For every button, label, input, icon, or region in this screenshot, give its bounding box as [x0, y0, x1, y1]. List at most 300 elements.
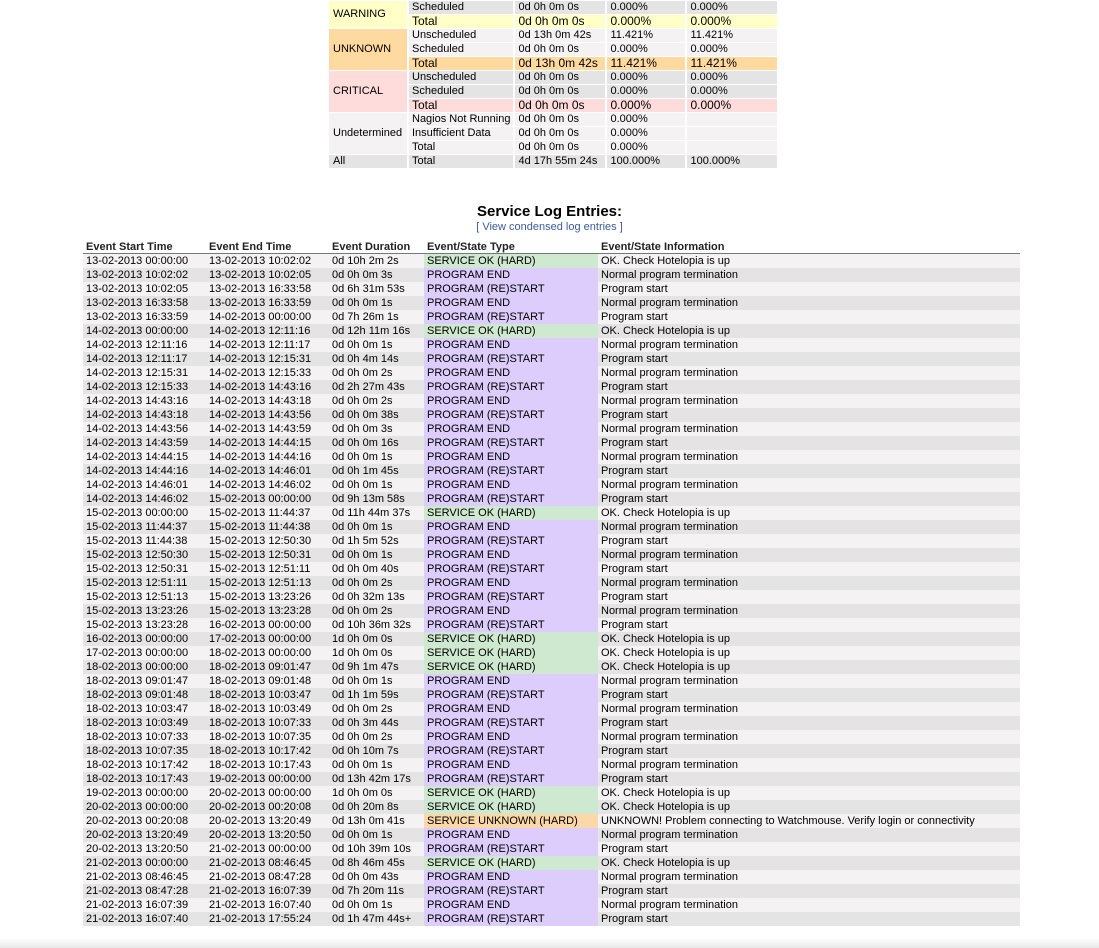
event-duration: 1d 0h 0m 0s — [329, 632, 424, 646]
event-state-type: PROGRAM END — [424, 422, 598, 436]
event-duration: 0d 1h 47m 44s+ — [329, 912, 424, 926]
event-state-type: SERVICE UNKNOWN (HARD) — [424, 814, 598, 828]
column-header-state-type: Event/State Type — [424, 239, 598, 254]
event-start-time: 14-02-2013 12:15:31 — [83, 366, 206, 380]
log-entry-row — [83, 870, 1020, 884]
event-start-time: 20-02-2013 13:20:50 — [83, 842, 206, 856]
event-end-time: 14-02-2013 14:44:15 — [206, 436, 329, 450]
summary-time: 0d 13h 0m 42s — [515, 57, 605, 70]
summary-row-all — [329, 155, 777, 168]
log-entry-row — [83, 842, 1020, 856]
log-entry-row — [83, 478, 1020, 492]
event-duration: 1d 0h 0m 0s — [329, 646, 424, 660]
event-duration: 0d 0h 0m 3s — [329, 422, 424, 436]
log-entry-row — [83, 338, 1020, 352]
event-duration: 0d 0h 0m 2s — [329, 366, 424, 380]
summary-pct-total: 0.000% — [607, 127, 685, 140]
summary-time: 0d 0h 0m 0s — [515, 15, 605, 28]
event-duration: 0d 2h 27m 43s — [329, 380, 424, 394]
event-state-info: Normal program termination — [598, 366, 1020, 380]
event-end-time: 15-02-2013 11:44:37 — [206, 506, 329, 520]
event-state-type: PROGRAM (RE)START — [424, 282, 598, 296]
log-entry-row — [83, 380, 1020, 394]
log-entry-row — [83, 520, 1020, 534]
event-duration: 0d 0h 0m 16s — [329, 436, 424, 450]
event-state-type: PROGRAM END — [424, 520, 598, 534]
event-state-type: PROGRAM (RE)START — [424, 744, 598, 758]
window-bottom-edge — [0, 938, 1099, 948]
log-entry-row — [83, 604, 1020, 618]
column-header-end-time: Event End Time — [206, 239, 329, 254]
log-entry-row — [83, 702, 1020, 716]
summary-pct-known: 100.000% — [687, 155, 777, 168]
event-end-time: 15-02-2013 13:23:28 — [206, 604, 329, 618]
event-state-info: OK. Check Hotelopia is up — [598, 786, 1020, 800]
log-entry-row — [83, 492, 1020, 506]
event-start-time: 18-02-2013 10:07:35 — [83, 744, 206, 758]
event-state-type: PROGRAM (RE)START — [424, 716, 598, 730]
state-label-warning: WARNING — [329, 1, 407, 28]
log-entry-row — [83, 618, 1020, 632]
event-state-type: PROGRAM END — [424, 702, 598, 716]
event-state-type: PROGRAM (RE)START — [424, 464, 598, 478]
event-start-time: 17-02-2013 00:00:00 — [83, 646, 206, 660]
event-end-time: 13-02-2013 16:33:58 — [206, 282, 329, 296]
event-end-time: 13-02-2013 10:02:02 — [206, 254, 329, 269]
log-entry-row — [83, 828, 1020, 842]
summary-type: Scheduled — [409, 85, 513, 98]
state-label-unknown: UNKNOWN — [329, 29, 407, 70]
event-end-time: 13-02-2013 16:33:59 — [206, 296, 329, 310]
event-start-time: 14-02-2013 12:11:17 — [83, 352, 206, 366]
event-state-type: PROGRAM END — [424, 394, 598, 408]
event-state-type: SERVICE OK (HARD) — [424, 786, 598, 800]
event-state-type: SERVICE OK (HARD) — [424, 506, 598, 520]
log-entry-row — [83, 674, 1020, 688]
event-duration: 0d 0h 0m 2s — [329, 730, 424, 744]
event-duration: 0d 0h 0m 1s — [329, 450, 424, 464]
summary-type: Insufficient Data — [409, 127, 513, 140]
event-state-info: OK. Check Hotelopia is up — [598, 800, 1020, 814]
event-end-time: 21-02-2013 00:00:00 — [206, 842, 329, 856]
event-state-type: SERVICE OK (HARD) — [424, 856, 598, 870]
event-state-type: PROGRAM END — [424, 674, 598, 688]
event-state-type: PROGRAM END — [424, 366, 598, 380]
event-state-type: PROGRAM END — [424, 828, 598, 842]
event-start-time: 18-02-2013 09:01:48 — [83, 688, 206, 702]
log-entry-row — [83, 590, 1020, 604]
event-end-time: 21-02-2013 08:47:28 — [206, 870, 329, 884]
event-end-time: 15-02-2013 12:50:31 — [206, 548, 329, 562]
event-end-time: 21-02-2013 16:07:39 — [206, 884, 329, 898]
event-state-type: SERVICE OK (HARD) — [424, 324, 598, 338]
event-duration: 0d 0h 0m 1s — [329, 758, 424, 772]
event-end-time: 15-02-2013 13:23:26 — [206, 590, 329, 604]
event-state-type: PROGRAM END — [424, 604, 598, 618]
log-entry-row — [83, 408, 1020, 422]
event-duration: 0d 7h 20m 11s — [329, 884, 424, 898]
summary-type: Scheduled — [409, 43, 513, 56]
event-duration: 0d 0h 3m 44s — [329, 716, 424, 730]
event-end-time: 15-02-2013 12:51:11 — [206, 562, 329, 576]
summary-type: Unscheduled — [409, 29, 513, 42]
event-duration: 0d 0h 0m 38s — [329, 408, 424, 422]
event-state-type: PROGRAM END — [424, 730, 598, 744]
summary-row — [329, 29, 777, 42]
event-state-type: SERVICE OK (HARD) — [424, 660, 598, 674]
event-end-time: 14-02-2013 14:43:59 — [206, 422, 329, 436]
event-state-info: OK. Check Hotelopia is up — [598, 254, 1020, 269]
event-state-info: Normal program termination — [598, 478, 1020, 492]
event-end-time: 18-02-2013 10:07:35 — [206, 730, 329, 744]
summary-row — [329, 1, 777, 14]
event-end-time: 17-02-2013 00:00:00 — [206, 632, 329, 646]
summary-pct-total: 0.000% — [607, 1, 685, 14]
event-state-type: SERVICE OK (HARD) — [424, 646, 598, 660]
event-state-type: PROGRAM (RE)START — [424, 408, 598, 422]
event-state-type: PROGRAM END — [424, 338, 598, 352]
event-start-time: 18-02-2013 10:07:33 — [83, 730, 206, 744]
event-end-time: 21-02-2013 17:55:24 — [206, 912, 329, 926]
summary-type: Total — [409, 15, 513, 28]
event-end-time: 18-02-2013 10:17:43 — [206, 758, 329, 772]
event-state-type: PROGRAM (RE)START — [424, 842, 598, 856]
event-start-time: 14-02-2013 14:43:59 — [83, 436, 206, 450]
event-end-time: 18-02-2013 10:17:42 — [206, 744, 329, 758]
event-duration: 0d 10h 39m 10s — [329, 842, 424, 856]
log-entry-row — [83, 730, 1020, 744]
event-state-info: Program start — [598, 352, 1020, 366]
event-end-time: 20-02-2013 13:20:50 — [206, 828, 329, 842]
event-state-type: PROGRAM END — [424, 758, 598, 772]
log-entry-row — [83, 296, 1020, 310]
event-state-info: Program start — [598, 744, 1020, 758]
summary-time: 0d 0h 0m 0s — [515, 99, 605, 112]
event-end-time: 18-02-2013 10:03:47 — [206, 688, 329, 702]
event-duration: 0d 0h 0m 2s — [329, 394, 424, 408]
event-duration: 0d 10h 2m 2s — [329, 254, 424, 269]
event-state-type: PROGRAM (RE)START — [424, 562, 598, 576]
log-header-row — [83, 239, 1020, 254]
event-start-time: 21-02-2013 00:00:00 — [83, 856, 206, 870]
summary-pct-total: 0.000% — [607, 113, 685, 126]
event-start-time: 18-02-2013 10:17:42 — [83, 758, 206, 772]
event-end-time: 15-02-2013 11:44:38 — [206, 520, 329, 534]
event-start-time: 14-02-2013 14:43:18 — [83, 408, 206, 422]
event-start-time: 15-02-2013 11:44:38 — [83, 534, 206, 548]
event-start-time: 19-02-2013 00:00:00 — [83, 786, 206, 800]
log-entry-row — [83, 716, 1020, 730]
event-duration: 0d 6h 31m 53s — [329, 282, 424, 296]
event-state-type: PROGRAM (RE)START — [424, 380, 598, 394]
summary-empty-cell — [687, 141, 777, 154]
summary-pct-total: 0.000% — [607, 71, 685, 84]
event-state-type: PROGRAM (RE)START — [424, 436, 598, 450]
event-state-info: Normal program termination — [598, 828, 1020, 842]
event-duration: 0d 0h 0m 1s — [329, 898, 424, 912]
event-end-time: 18-02-2013 09:01:47 — [206, 660, 329, 674]
log-entry-row — [83, 366, 1020, 380]
event-end-time: 14-02-2013 14:43:16 — [206, 380, 329, 394]
event-state-type: PROGRAM END — [424, 548, 598, 562]
summary-type: Unscheduled — [409, 71, 513, 84]
event-state-type: PROGRAM END — [424, 870, 598, 884]
event-end-time: 15-02-2013 00:00:00 — [206, 492, 329, 506]
log-entry-row — [83, 562, 1020, 576]
event-state-info: OK. Check Hotelopia is up — [598, 324, 1020, 338]
state-breakdown-table — [327, 0, 779, 169]
column-header-start-time: Event Start Time — [83, 239, 206, 254]
event-duration: 0d 0h 0m 3s — [329, 268, 424, 282]
event-duration: 0d 0h 0m 2s — [329, 702, 424, 716]
log-entry-row — [83, 310, 1020, 324]
log-entry-row — [83, 758, 1020, 772]
log-entry-row — [83, 352, 1020, 366]
event-state-type: PROGRAM (RE)START — [424, 352, 598, 366]
summary-pct-known: 0.000% — [687, 85, 777, 98]
event-duration: 0d 0h 0m 1s — [329, 548, 424, 562]
summary-time: 0d 0h 0m 0s — [515, 85, 605, 98]
summary-type: Nagios Not Running — [409, 113, 513, 126]
event-state-type: PROGRAM (RE)START — [424, 772, 598, 786]
event-start-time: 14-02-2013 00:00:00 — [83, 324, 206, 338]
event-duration: 0d 0h 1m 45s — [329, 464, 424, 478]
log-entry-row — [83, 646, 1020, 660]
summary-time: 4d 17h 55m 24s — [515, 155, 605, 168]
event-state-type: PROGRAM (RE)START — [424, 688, 598, 702]
event-duration: 0d 0h 0m 1s — [329, 828, 424, 842]
event-start-time: 20-02-2013 13:20:49 — [83, 828, 206, 842]
summary-row — [329, 113, 777, 126]
event-duration: 0d 0h 0m 40s — [329, 562, 424, 576]
summary-time: 0d 0h 0m 0s — [515, 113, 605, 126]
log-entry-row — [83, 464, 1020, 478]
event-state-info: Normal program termination — [598, 604, 1020, 618]
event-start-time: 13-02-2013 10:02:05 — [83, 282, 206, 296]
log-entry-row — [83, 688, 1020, 702]
event-start-time: 14-02-2013 14:44:16 — [83, 464, 206, 478]
event-state-info: Program start — [598, 436, 1020, 450]
event-start-time: 16-02-2013 00:00:00 — [83, 632, 206, 646]
event-state-info: Program start — [598, 912, 1020, 926]
summary-pct-total: 100.000% — [607, 155, 685, 168]
event-state-info: UNKNOWN! Problem connecting to Watchmouse. Verify login or connectivity — [598, 814, 1020, 828]
event-state-type: PROGRAM END — [424, 478, 598, 492]
summary-pct-total: 11.421% — [607, 29, 685, 42]
event-state-info: Program start — [598, 618, 1020, 632]
event-start-time: 13-02-2013 00:00:00 — [83, 254, 206, 269]
event-start-time: 15-02-2013 12:51:11 — [83, 576, 206, 590]
event-state-info: Normal program termination — [598, 338, 1020, 352]
event-end-time: 16-02-2013 00:00:00 — [206, 618, 329, 632]
event-state-info: Program start — [598, 380, 1020, 394]
log-entry-row — [83, 422, 1020, 436]
event-end-time: 14-02-2013 14:43:56 — [206, 408, 329, 422]
event-state-type: PROGRAM (RE)START — [424, 912, 598, 926]
event-start-time: 15-02-2013 13:23:26 — [83, 604, 206, 618]
event-state-info: Normal program termination — [598, 576, 1020, 590]
log-entry-row — [83, 800, 1020, 814]
event-start-time: 18-02-2013 00:00:00 — [83, 660, 206, 674]
event-start-time: 21-02-2013 08:47:28 — [83, 884, 206, 898]
event-end-time: 14-02-2013 14:43:18 — [206, 394, 329, 408]
event-start-time: 15-02-2013 12:50:31 — [83, 562, 206, 576]
event-state-type: SERVICE OK (HARD) — [424, 632, 598, 646]
event-state-info: Program start — [598, 688, 1020, 702]
event-state-info: Normal program termination — [598, 394, 1020, 408]
event-state-type: PROGRAM (RE)START — [424, 534, 598, 548]
event-state-info: Program start — [598, 772, 1020, 786]
event-duration: 0d 0h 0m 2s — [329, 576, 424, 590]
state-label-all: All — [329, 155, 407, 168]
summary-time: 0d 13h 0m 42s — [515, 29, 605, 42]
event-end-time: 14-02-2013 12:11:16 — [206, 324, 329, 338]
event-start-time: 14-02-2013 14:43:56 — [83, 422, 206, 436]
event-start-time: 15-02-2013 12:50:30 — [83, 548, 206, 562]
summary-pct-known: 0.000% — [687, 99, 777, 112]
event-end-time: 14-02-2013 00:00:00 — [206, 310, 329, 324]
event-state-info: Normal program termination — [598, 520, 1020, 534]
log-entry-row — [83, 814, 1020, 828]
summary-pct-total: 0.000% — [607, 141, 685, 154]
log-entry-row — [83, 450, 1020, 464]
log-entry-row — [83, 268, 1020, 282]
log-entry-row — [83, 282, 1020, 296]
log-entry-row — [83, 254, 1020, 269]
event-state-type: SERVICE OK (HARD) — [424, 800, 598, 814]
summary-empty-cell — [687, 127, 777, 140]
state-label-undetermined: Undetermined — [329, 113, 407, 154]
log-entry-row — [83, 912, 1020, 926]
event-state-type: PROGRAM END — [424, 296, 598, 310]
event-end-time: 13-02-2013 10:02:05 — [206, 268, 329, 282]
event-state-type: PROGRAM END — [424, 898, 598, 912]
summary-row — [329, 71, 777, 84]
event-start-time: 20-02-2013 00:00:00 — [83, 800, 206, 814]
event-duration: 0d 0h 32m 13s — [329, 590, 424, 604]
summary-pct-known: 11.421% — [687, 29, 777, 42]
event-state-info: Normal program termination — [598, 674, 1020, 688]
view-condensed-log-link[interactable]: [ View condensed log entries ] — [476, 221, 623, 233]
event-state-type: SERVICE OK (HARD) — [424, 254, 598, 269]
event-state-info: Program start — [598, 408, 1020, 422]
event-start-time: 14-02-2013 14:46:01 — [83, 478, 206, 492]
event-state-info: Normal program termination — [598, 296, 1020, 310]
event-end-time: 21-02-2013 16:07:40 — [206, 898, 329, 912]
event-state-info: Program start — [598, 282, 1020, 296]
event-start-time: 14-02-2013 14:46:02 — [83, 492, 206, 506]
event-end-time: 14-02-2013 14:44:16 — [206, 450, 329, 464]
column-header-state-info: Event/State Information — [598, 239, 1020, 254]
event-start-time: 21-02-2013 16:07:39 — [83, 898, 206, 912]
event-end-time: 18-02-2013 10:03:49 — [206, 702, 329, 716]
log-entry-row — [83, 436, 1020, 450]
event-end-time: 19-02-2013 00:00:00 — [206, 772, 329, 786]
event-state-info: Program start — [598, 562, 1020, 576]
event-state-info: Program start — [598, 590, 1020, 604]
state-label-critical: CRITICAL — [329, 71, 407, 112]
summary-pct-total: 0.000% — [607, 43, 685, 56]
event-duration: 0d 0h 20m 8s — [329, 800, 424, 814]
event-state-info: Program start — [598, 310, 1020, 324]
event-state-info: Normal program termination — [598, 898, 1020, 912]
summary-pct-known: 0.000% — [687, 1, 777, 14]
summary-empty-cell — [687, 113, 777, 126]
log-entry-row — [83, 576, 1020, 590]
event-state-type: PROGRAM END — [424, 576, 598, 590]
event-state-info: Program start — [598, 464, 1020, 478]
event-start-time: 13-02-2013 16:33:58 — [83, 296, 206, 310]
event-start-time: 20-02-2013 00:20:08 — [83, 814, 206, 828]
event-start-time: 15-02-2013 00:00:00 — [83, 506, 206, 520]
summary-pct-known: 11.421% — [687, 57, 777, 70]
summary-time: 0d 0h 0m 0s — [515, 71, 605, 84]
event-duration: 0d 0h 0m 1s — [329, 478, 424, 492]
event-start-time: 15-02-2013 11:44:37 — [83, 520, 206, 534]
event-state-info: Normal program termination — [598, 548, 1020, 562]
event-duration: 0d 10h 36m 32s — [329, 618, 424, 632]
event-end-time: 20-02-2013 13:20:49 — [206, 814, 329, 828]
log-entry-row — [83, 506, 1020, 520]
column-header-duration: Event Duration — [329, 239, 424, 254]
event-state-type: PROGRAM (RE)START — [424, 310, 598, 324]
summary-type: Total — [409, 141, 513, 154]
summary-time: 0d 0h 0m 0s — [515, 43, 605, 56]
event-duration: 0d 0h 4m 14s — [329, 352, 424, 366]
event-duration: 0d 0h 0m 43s — [329, 870, 424, 884]
event-end-time: 14-02-2013 14:46:01 — [206, 464, 329, 478]
event-state-info: Normal program termination — [598, 450, 1020, 464]
event-state-info: Program start — [598, 842, 1020, 856]
event-duration: 0d 13h 42m 17s — [329, 772, 424, 786]
summary-time: 0d 0h 0m 0s — [515, 1, 605, 14]
event-duration: 0d 13h 0m 41s — [329, 814, 424, 828]
event-end-time: 18-02-2013 09:01:48 — [206, 674, 329, 688]
log-entry-row — [83, 744, 1020, 758]
summary-type: Total — [409, 99, 513, 112]
summary-pct-total: 11.421% — [607, 57, 685, 70]
summary-pct-total: 0.000% — [607, 85, 685, 98]
event-start-time: 14-02-2013 14:44:15 — [83, 450, 206, 464]
summary-time: 0d 0h 0m 0s — [515, 141, 605, 154]
log-entry-row — [83, 324, 1020, 338]
summary-pct-known: 0.000% — [687, 71, 777, 84]
event-duration: 0d 0h 10m 7s — [329, 744, 424, 758]
log-entry-row — [83, 884, 1020, 898]
event-start-time: 21-02-2013 08:46:45 — [83, 870, 206, 884]
event-start-time: 15-02-2013 13:23:28 — [83, 618, 206, 632]
event-start-time: 14-02-2013 14:43:16 — [83, 394, 206, 408]
event-state-info: OK. Check Hotelopia is up — [598, 660, 1020, 674]
event-duration: 0d 9h 13m 58s — [329, 492, 424, 506]
event-state-info: Normal program termination — [598, 268, 1020, 282]
log-entry-row — [83, 660, 1020, 674]
event-state-info: OK. Check Hotelopia is up — [598, 646, 1020, 660]
log-entry-row — [83, 856, 1020, 870]
event-end-time: 15-02-2013 12:50:30 — [206, 534, 329, 548]
event-duration: 0d 1h 5m 52s — [329, 534, 424, 548]
event-duration: 0d 12h 11m 16s — [329, 324, 424, 338]
event-end-time: 14-02-2013 12:15:33 — [206, 366, 329, 380]
event-duration: 0d 0h 0m 1s — [329, 674, 424, 688]
event-end-time: 18-02-2013 00:00:00 — [206, 646, 329, 660]
event-state-info: Normal program termination — [598, 758, 1020, 772]
condensed-log-link-wrapper — [0, 221, 1099, 233]
event-duration: 0d 1h 1m 59s — [329, 688, 424, 702]
event-start-time: 14-02-2013 12:15:33 — [83, 380, 206, 394]
event-state-info: OK. Check Hotelopia is up — [598, 856, 1020, 870]
event-end-time: 14-02-2013 12:11:17 — [206, 338, 329, 352]
